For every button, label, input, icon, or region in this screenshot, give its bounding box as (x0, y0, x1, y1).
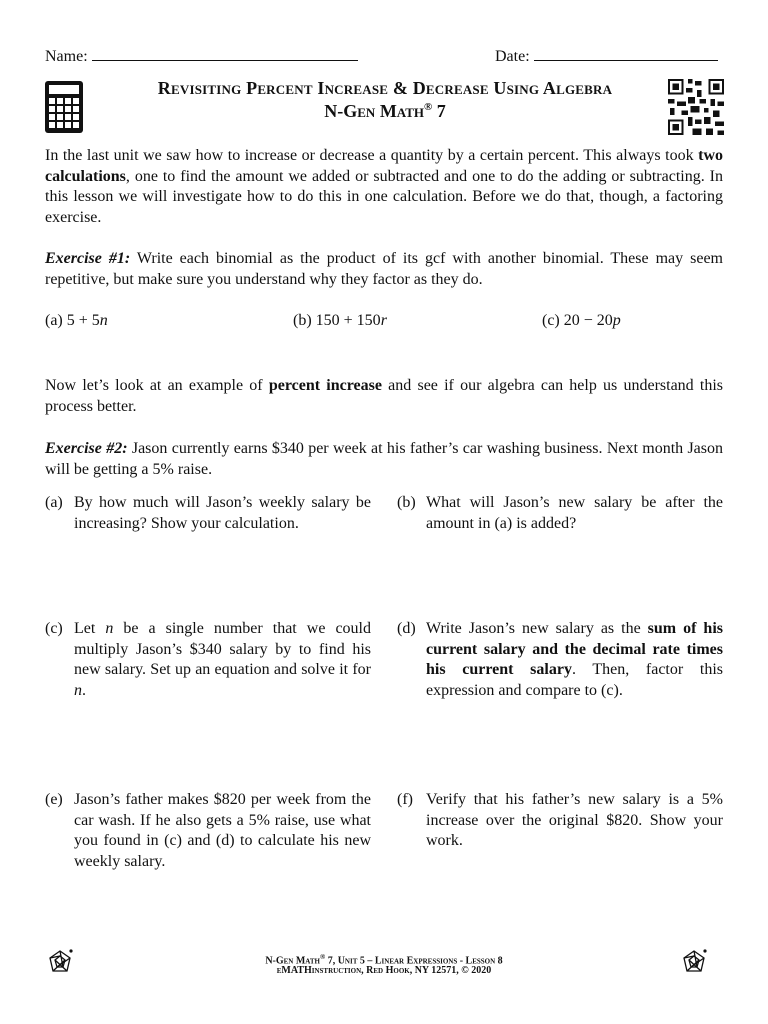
page-title: Revisiting Percent Increase & Decrease Using Algebra (157, 78, 613, 98)
exercise-2-part-b: (b) What will Jason’s new salary be after the amount in (a) is added? (397, 494, 723, 532)
exercise-1-part-b: (b) 150 + 150r (293, 312, 387, 329)
name-field (45, 46, 358, 66)
exercise-1-part-c: (c) 20 − 20p (542, 312, 621, 329)
exercise-2-part-f: (f) Verify that his father’s new salary is a 5% increase over the original $820. Show your work. (397, 791, 723, 849)
name-label: Name: (45, 48, 88, 65)
exercise-1-label: Exercise #1: (45, 250, 131, 267)
name-blank[interactable] (92, 46, 358, 61)
intro-paragraph: In the last unit we saw how to increase or decrease a quantity by a certain percent. This always took two calculations, one to find the amount we added or subtracted and one to do the adding or subtracting. In this lesson we will investigate how to do this in one calculation. Before we do that, though, a factoring exercise. (45, 147, 723, 226)
calculator-icon (44, 80, 84, 134)
exercise-2-part-d: (d) Write Jason’s new salary as the sum of his current salary and the decimal rate times his current salary. Then, factor this expression and compare to (c). (397, 620, 723, 699)
exercise-2-label: Exercise #2: (45, 440, 128, 457)
emath-logo-icon (680, 948, 708, 976)
emath-logo-icon (46, 948, 74, 976)
exercise-2-part-a: (a) By how much will Jason’s weekly salary be increasing? Show your calculation. (45, 494, 371, 532)
exercise-2-part-e: (e) Jason’s father makes $820 per week from the car wash. If he also gets a 5% raise, use what you found in (c) and (d) to calculate his new weekly salary. (45, 791, 371, 870)
exercise-2-prompt: Exercise #2: Jason currently earns $340 per week at his father’s car washing business. Next month Jason will be getting a 5% raise. (45, 440, 724, 478)
exercise-1-part-a: (a) 5 + 5n (45, 312, 108, 329)
date-label: Date: (495, 48, 530, 65)
footer-course-line: N-Gen Math® 7, Unit 5 – Linear Expressions - Lesson 8 (265, 953, 503, 967)
transition-paragraph: Now let’s look at an example of percent increase and see if our algebra can help us understand this process better. (45, 377, 723, 415)
date-blank[interactable] (534, 46, 718, 61)
exercise-1-prompt: Exercise #1: Write each binomial as the product of its gcf with another binomial. These may seem repetitive, but make sure you understand why they factor as they do. (45, 250, 724, 288)
date-field (495, 46, 718, 66)
qr-code-icon[interactable] (668, 79, 724, 135)
page-subtitle: N-Gen Math® 7 (324, 101, 446, 121)
exercise-2-part-c: (c) Let n be a single number that we could multiply Jason’s $340 salary by to find his new salary. Set up an equation and solve it for n. (45, 620, 371, 699)
footer-publisher-line: eMATHinstruction, Red Hook, NY 12571, © 2020 (276, 965, 492, 976)
